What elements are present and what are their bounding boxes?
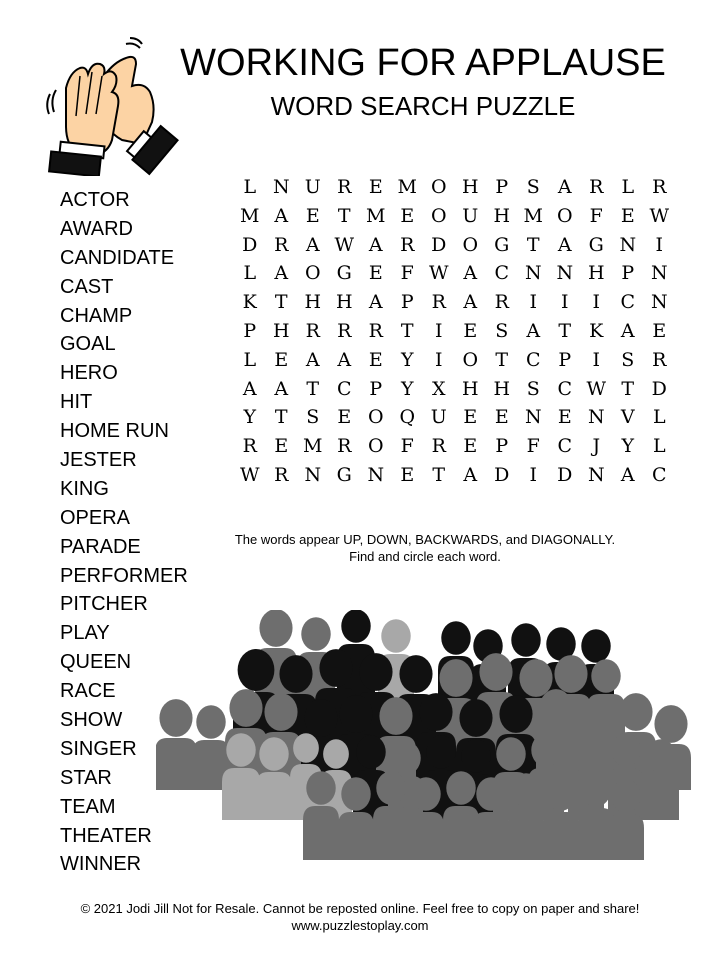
grid-cell[interactable]: I [434, 348, 443, 371]
grid-cell[interactable]: T [337, 204, 351, 227]
grid-cell[interactable]: G [336, 463, 352, 486]
grid-row [234, 375, 675, 404]
grid-cell[interactable]: E [463, 406, 478, 429]
grid-cell[interactable]: U [304, 176, 321, 198]
grid-cell[interactable]: O [367, 406, 384, 429]
grid-cell[interactable]: S [306, 406, 320, 429]
grid-cell[interactable]: A [242, 377, 257, 400]
grid-cell[interactable]: D [431, 233, 447, 256]
grid-cell[interactable]: S [526, 377, 540, 400]
clapping-hands-icon [40, 36, 190, 176]
grid-row [234, 231, 675, 260]
grid-cell[interactable]: G [336, 262, 352, 285]
word-list-item: KING [60, 477, 109, 500]
word-list-item: GOAL [60, 333, 116, 356]
grid-cell[interactable]: L [652, 435, 666, 458]
word-list-item: AWARD [60, 217, 133, 240]
grid-row [234, 403, 675, 432]
word-list-item: CAST [60, 275, 114, 298]
grid-cell[interactable]: R [652, 176, 667, 198]
grid-cell[interactable]: E [305, 204, 320, 227]
grid-cell[interactable]: T [558, 319, 572, 342]
grid-cell[interactable]: T [526, 233, 540, 256]
grid-cell[interactable]: R [337, 176, 352, 198]
word-list-item: ACTOR [60, 189, 130, 211]
grid-cell[interactable]: F [589, 204, 603, 227]
grid-cell[interactable]: T [274, 291, 288, 314]
grid-cell[interactable]: T [495, 348, 509, 371]
grid-cell[interactable]: J [592, 435, 601, 458]
grid-cell[interactable]: A [368, 291, 383, 314]
grid-cell[interactable]: N [587, 463, 605, 486]
word-list-item: CHAMP [60, 304, 133, 327]
grid-cell[interactable]: P [558, 348, 572, 371]
grid-cell[interactable]: L [652, 406, 666, 429]
grid-cell[interactable]: F [526, 435, 540, 458]
grid-row [234, 173, 675, 202]
puzzle-subtitle: WORD SEARCH PUZZLE [270, 91, 576, 121]
grid-cell[interactable]: Y [400, 348, 414, 371]
grid-cell[interactable]: E [368, 262, 383, 285]
word-list-item: HERO [60, 362, 118, 385]
grid-cell[interactable]: O [462, 348, 479, 371]
grid-cell[interactable]: N [650, 262, 668, 285]
word-list-item: QUEEN [60, 651, 132, 674]
grid-cell[interactable]: W [239, 463, 260, 486]
grid-cell[interactable]: H [493, 204, 511, 227]
grid-cell[interactable]: O [462, 233, 479, 256]
word-list-item: JESTER [60, 449, 137, 472]
grid-cell[interactable]: D [242, 233, 258, 256]
grid-cell[interactable]: A [337, 348, 352, 371]
grid-row [234, 317, 675, 346]
grid-cell[interactable]: W [334, 233, 355, 256]
grid-row [234, 461, 675, 490]
grid-cell[interactable]: O [367, 435, 384, 458]
grid-cell[interactable]: I [529, 291, 537, 314]
grid-cell[interactable]: R [337, 319, 352, 342]
grid-cell[interactable]: H [461, 377, 479, 400]
grid-cell[interactable]: E [274, 348, 289, 371]
grid-cell[interactable]: C [651, 463, 667, 486]
grid-cell[interactable]: N [650, 291, 668, 314]
grid-cell[interactable]: E [557, 406, 572, 429]
grid-cell[interactable]: C [336, 377, 352, 400]
grid-cell[interactable]: O [304, 262, 321, 285]
grid-cell[interactable]: N [304, 463, 322, 486]
grid-cell[interactable]: U [430, 406, 447, 429]
grid-cell[interactable]: N [619, 233, 637, 256]
grid-cell[interactable]: A [557, 176, 572, 198]
word-list-item: CANDIDATE [60, 246, 175, 269]
grid-cell[interactable]: C [525, 348, 541, 371]
grid-cell[interactable]: E [652, 319, 667, 342]
grid-cell[interactable]: T [621, 377, 635, 400]
grid-cell[interactable]: A [463, 262, 478, 285]
grid-cell[interactable]: I [655, 233, 663, 256]
grid-cell[interactable]: E [620, 204, 635, 227]
grid-cell[interactable]: A [463, 463, 478, 486]
grid-cell[interactable]: P [495, 435, 509, 458]
grid-row [234, 432, 675, 461]
grid-cell[interactable]: M [240, 204, 260, 227]
grid-cell[interactable]: W [649, 204, 670, 227]
grid-cell[interactable]: N [272, 176, 290, 198]
grid-cell[interactable]: S [526, 176, 540, 198]
word-list-item: PARADE [60, 535, 141, 558]
grid-cell[interactable]: E [368, 348, 383, 371]
grid-cell[interactable]: H [335, 291, 353, 314]
grid-cell[interactable]: T [274, 406, 288, 429]
grid-cell[interactable]: E [337, 406, 352, 429]
grid-cell[interactable]: N [524, 262, 542, 285]
grid-cell[interactable]: I [592, 348, 600, 371]
instructions-line: The words appear UP, DOWN, BACKWARDS, and DIAGONALLY. [234, 532, 616, 547]
grid-cell[interactable]: A [274, 377, 289, 400]
letter-grid [234, 173, 675, 490]
grid-cell[interactable]: Y [621, 435, 635, 458]
grid-cell[interactable]: R [305, 319, 320, 342]
grid-cell[interactable]: R [431, 291, 446, 314]
grid-cell[interactable]: C [557, 435, 573, 458]
grid-cell[interactable]: C [557, 377, 573, 400]
grid-cell[interactable]: R [368, 319, 383, 342]
grid-cell[interactable]: R [242, 435, 257, 458]
grid-cell[interactable]: S [495, 319, 509, 342]
grid-cell[interactable]: A [526, 319, 541, 342]
grid-cell[interactable]: I [592, 291, 600, 314]
grid-cell[interactable]: M [523, 204, 543, 227]
instructions [200, 531, 650, 565]
grid-cell[interactable]: E [494, 406, 509, 429]
grid-cell[interactable]: W [586, 377, 607, 400]
grid-cell[interactable]: O [430, 204, 447, 227]
grid-cell[interactable]: M [397, 176, 417, 198]
grid-cell[interactable]: A [274, 204, 289, 227]
word-list-item: PLAY [60, 622, 110, 645]
copyright-text: © 2021 Jodi Jill Not for Resale. Cannot be reposted online. Feel free to copy on paper and share! [80, 901, 640, 916]
grid-cell[interactable]: A [463, 291, 478, 314]
grid-cell[interactable]: R [337, 435, 352, 458]
grid-cell[interactable]: A [368, 233, 383, 256]
grid-cell[interactable]: A [620, 463, 635, 486]
word-list-item: PITCHER [60, 593, 148, 616]
puzzle-title: WORKING FOR APPLAUSE [180, 42, 666, 84]
grid-cell[interactable]: E [400, 463, 415, 486]
grid-cell[interactable]: H [272, 319, 290, 342]
grid-cell[interactable]: R [652, 348, 667, 371]
grid-cell[interactable]: E [400, 204, 415, 227]
word-list-item: SINGER [60, 737, 137, 760]
word-list-item: RACE [60, 680, 116, 703]
grid-cell[interactable]: R [431, 435, 446, 458]
grid-cell[interactable]: K [589, 319, 604, 342]
grid-cell[interactable]: A [620, 319, 635, 342]
instructions-line: Find and circle each word. [349, 549, 501, 564]
grid-cell[interactable]: C [494, 262, 510, 285]
word-list-item: OPERA [60, 506, 131, 529]
grid-cell[interactable]: P [369, 377, 383, 400]
grid-cell[interactable]: I [560, 291, 569, 314]
grid-cell[interactable]: G [588, 233, 604, 256]
grid-cell[interactable]: A [274, 262, 289, 285]
grid-cell[interactable]: T [432, 463, 446, 486]
grid-cell[interactable]: N [556, 262, 574, 285]
grid-cell[interactable]: D [494, 463, 510, 486]
word-list-item: WINNER [60, 853, 142, 876]
grid-cell[interactable]: Y [243, 406, 257, 429]
grid-cell[interactable]: H [304, 291, 322, 314]
grid-cell[interactable]: R [400, 233, 415, 256]
grid-cell[interactable]: S [621, 348, 635, 371]
grid-cell[interactable]: F [400, 435, 414, 458]
grid-cell[interactable]: V [620, 406, 635, 429]
grid-cell[interactable]: P [621, 262, 635, 285]
grid-cell[interactable]: E [274, 435, 289, 458]
grid-cell[interactable]: L [243, 348, 257, 371]
grid-cell[interactable]: E [463, 435, 478, 458]
grid-cell[interactable]: Q [399, 406, 416, 429]
grid-cell[interactable]: I [434, 319, 443, 342]
grid-cell[interactable]: R [494, 291, 509, 314]
grid-cell[interactable]: A [305, 348, 320, 371]
word-list-item: SHOW [60, 709, 123, 732]
word-list-item: HOME RUN [60, 420, 169, 443]
word-list-item: TEAM [60, 795, 116, 818]
grid-row [234, 202, 675, 231]
grid-cell[interactable]: H [587, 262, 605, 285]
grid-cell[interactable]: E [368, 176, 383, 198]
grid-cell[interactable]: T [400, 319, 414, 342]
grid-cell[interactable]: L [621, 176, 635, 198]
word-list-item: STAR [60, 766, 112, 789]
grid-cell[interactable]: H [461, 176, 479, 198]
grid-cell[interactable]: D [651, 377, 667, 400]
grid-cell[interactable]: X [431, 377, 446, 400]
grid-cell[interactable]: P [243, 319, 257, 342]
grid-row [234, 288, 675, 317]
grid-cell[interactable]: G [494, 233, 510, 256]
grid-cell[interactable]: Y [400, 377, 414, 400]
word-list-item: THEATER [60, 824, 152, 847]
word-list-item: PERFORMER [60, 564, 188, 587]
grid-cell[interactable]: W [428, 262, 449, 285]
grid-cell[interactable]: E [463, 319, 478, 342]
grid-cell[interactable]: M [303, 435, 323, 458]
grid-cell[interactable]: F [400, 262, 414, 285]
grid-cell[interactable]: K [242, 291, 257, 314]
grid-cell[interactable]: N [587, 406, 605, 429]
grid-cell[interactable]: M [366, 204, 386, 227]
grid-cell[interactable]: R [274, 463, 289, 486]
grid-cell[interactable]: A [557, 233, 572, 256]
footer [0, 900, 720, 934]
website-text: www.puzzlestoplay.com [291, 918, 429, 933]
grid-cell[interactable]: C [620, 291, 636, 314]
crowd-silhouette-icon [156, 610, 696, 866]
grid-cell[interactable]: P [495, 176, 509, 198]
grid-cell[interactable]: A [305, 233, 320, 256]
grid-cell[interactable]: U [462, 204, 479, 227]
grid-cell[interactable]: N [367, 463, 385, 486]
grid-cell[interactable]: L [243, 262, 257, 285]
grid-cell[interactable]: H [493, 377, 511, 400]
grid-cell[interactable]: T [306, 377, 320, 400]
grid-row [234, 259, 675, 288]
grid-cell[interactable]: D [557, 463, 573, 486]
grid-cell[interactable]: R [589, 176, 604, 198]
grid-row [234, 346, 675, 375]
grid-cell[interactable]: N [524, 406, 542, 429]
word-list-item: HIT [60, 391, 93, 414]
grid-cell[interactable]: O [556, 204, 573, 227]
grid-cell[interactable]: O [430, 176, 447, 198]
grid-cell[interactable]: I [529, 463, 537, 486]
grid-cell[interactable]: L [243, 176, 257, 198]
grid-cell[interactable]: R [274, 233, 289, 256]
grid-cell[interactable]: P [400, 291, 414, 314]
